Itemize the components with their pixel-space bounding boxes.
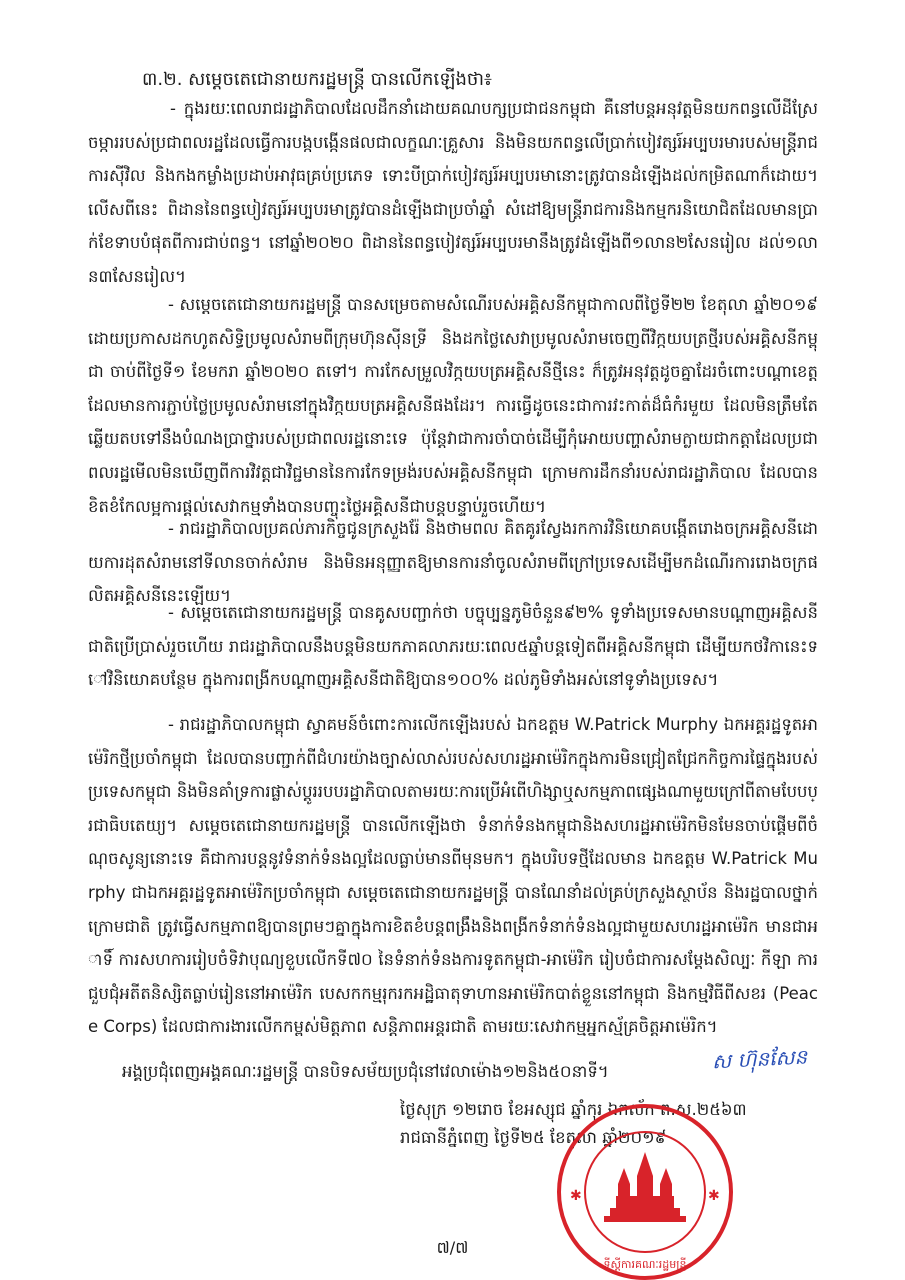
date-lunar: ថ្ងៃសុក្រ ១២រោច ខែអស្សុជ ឆ្នាំកុរ ឯកស័ក ព.ស.២៥៦៣ — [400, 1100, 747, 1119]
paragraph-us-relations: - រាជរដ្ឋាភិបាលកម្ពុជា ស្វាគមន៍ចំពោះការលើកឡើងរបស់ ឯកឧត្តម W.Patrick Murphy ឯកអគ្គរដ្ឋទូតអាម៉េរិកថ្មីប្រចាំកម្ពុជា ដែលបានបញ្ជាក់ពីជំហរយ៉ាងច្បាស់លាស់របស់សហរដ្ឋអាម៉េរិកក្នុងការមិនជ្រៀតជ្រែកកិច្ចការផ្ទៃក្នុងរបស់ប្រទេសកម្ពុជា និងមិនគាំទ្រការផ្លាស់ប្ដូររបបរដ្ឋាភិបាលតាមរយៈការប្រើអំពើហិង្សាឬសកម្មភាពផ្សេងណាមួយក្រៅពីតាមបែបប្រជាធិបតេយ្យ។ សម្ដេចតេជោនាយករដ្ឋមន្ត្រី បានលើកឡើងថា ទំនាក់ទំនងកម្ពុជានិងសហរដ្ឋអាម៉េរិកមិនមែនចាប់ផ្ដើមពីចំណុចសូន្យនោះទេ គឺជាការបន្តនូវទំនាក់ទំនងល្អដែលធ្លាប់មានពីមុនមក។ ក្នុងបរិបទថ្មីដែលមាន ឯកឧត្តម W.Patrick Murphy ជាឯកអគ្គរដ្ឋទូតអាម៉េរិកប្រចាំកម្ពុជា សម្ដេចតេជោនាយករដ្ឋមន្ត្រី បានណែនាំដល់គ្រប់ក្រសួងស្ថាប័ន និងរដ្ឋបាលថ្នាក់ក្រោមជាតិ ត្រូវធ្វើសកម្មភាពឱ្យបានព្រមៗគ្នាក្នុងការខិតខំបន្តពង្រឹងនិងពង្រីកទំនាក់ទំនងល្អជាមួយសហរដ្ឋអាម៉េរិក មានជាអាទិ៍ ការសហការរៀបចំទិវាបុណ្យខួបលើកទី៧០ នៃទំនាក់ទំនងការទូតកម្ពុជា-អាម៉េរិក រៀបចំជាការសម្ដែងសិល្បៈ កីឡា ការជួបជុំអតីតនិស្សិតធ្លាប់រៀននៅអាម៉េរិក បេសកកម្មរុករកអដ្ឋិធាតុទាហានអាម៉េរិកបាត់ខ្លួននៅកម្ពុជា និងកម្មវិធីពីសខរ (Peace Corps) ដែលជាការងារលើកកម្ពស់មិត្តភាព សន្តិភាពអន្តរជាតិ តាមរយៈសេវាកម្មអ្នកស្ម័គ្រចិត្តអាម៉េរិក។ — [88, 715, 818, 1037]
handwritten-signature: ស ហ៊ុនសែន — [711, 1044, 808, 1074]
angkor-wat-emblem — [604, 1152, 686, 1222]
paragraph-tax-policy: - ក្នុងរយៈពេលរាជរដ្ឋាភិបាលដែលដឹកនាំដោយគណបក្សប្រជាជនកម្ពុជា គឺនៅបន្តអនុវត្តមិនយកពន្ធលើដីស្រែចម្ការរបស់ប្រជាពលរដ្ឋដែលធ្វើការបង្កបង្កើនផលជាលក្ខណៈគ្រួសារ និងមិនយកពន្ធលើប្រាក់បៀវត្សរ៍អប្បបរមារបស់មន្ត្រីរាជការស៊ីវិល និងកងកម្លាំងប្រដាប់អាវុធគ្រប់ប្រភេទ ទោះបីប្រាក់បៀវត្សរ៍អប្បបរមានោះត្រូវបានដំឡើងដល់កម្រិតណាក៏ដោយ។ លើសពីនេះ ពិដាននៃពន្ធបៀវត្សរ៍អប្បបរមាត្រូវបានដំឡើងជាប្រចាំឆ្នាំ សំដៅឱ្យមន្ត្រីរាជការនិងកម្មករនិយោជិតដែលមានប្រាក់ខែទាបបំផុតពីការជាប់ពន្ធ។ នៅឆ្នាំ២០២០ ពិដាននៃពន្ធបៀវត្សរ៍អប្បបរមានឹងត្រូវដំឡើងពី១លាន២សែនរៀល ដល់១លាន៣សែនរៀល។ — [88, 99, 818, 286]
paragraph-electricity-network: - សម្ដេចតេជោនាយករដ្ឋមន្ត្រី បានគូសបញ្ជាក់ថា បច្ចុប្បន្នភូមិចំនួន៩២% ទូទាំងប្រទេសមានបណ្ដាញអគ្គិសនីជាតិប្រើប្រាស់រួចហើយ រាជរដ្ឋាភិបាលនឹងបន្តមិនយកភាគលាភរយៈពេល៥ឆ្នាំបន្តទៀតពីអគ្គិសនីកម្ពុជា ដើម្បីយកថវិកានេះទៅវិនិយោគបន្ថែម ក្នុងការពង្រីកបណ្ដាញអគ្គិសនីជាតិឱ្យបាន១០០% ដល់ភូមិទាំងអស់នៅទូទាំងប្រទេស។ — [88, 603, 818, 690]
section-heading: ៣.២. សម្ដេចតេជោនាយករដ្ឋមន្ត្រី បានលើកឡើងថា៖ — [142, 69, 492, 90]
svg-text:✱: ✱ — [570, 1188, 582, 1204]
paragraph-ministry-energy: - រាជរដ្ឋាភិបាលប្រគល់ភារកិច្ចជូនក្រសួងរ៉ែ និងថាមពល គិតគូរស្វែងរកការវិនិយោគបង្កើតរោងចក្រអគ្គិសនីដោយការដុតសំរាមនៅទីលានចាក់សំរាម និងមិនអនុញ្ញាតឱ្យមានការនាំចូលសំរាមពីក្រៅប្រទេសដើម្បីមកដំណើរការរោងចក្រផលិតអគ្គិសនីនេះឡើយ។ — [88, 519, 818, 606]
date-solar: រាជធានីភ្នំពេញ ថ្ងៃទី២៥ ខែតុលា ឆ្នាំ២០១៩ — [400, 1128, 667, 1147]
seal-ring-text: ទីស្ដីការគណៈរដ្ឋមន្ត្រី — [603, 1258, 687, 1271]
svg-text:✱: ✱ — [708, 1188, 720, 1204]
paragraph-garbage-collection: - សម្ដេចតេជោនាយករដ្ឋមន្ត្រី បានសម្រេចតាមសំណើរបស់អគ្គិសនីកម្ពុជាកាលពីថ្ងៃទី២២ ខែតុលា ឆ្នាំ២០១៩ ដោយប្រកាសដកហូតសិទ្ធិប្រមូលសំរាមពីក្រុមហ៊ុនស៊ីនទ្រី និងដកថ្លៃសេវាប្រមូលសំរាមចេញពីវិក្កយបត្រថ្មីរបស់អគ្គិសនីកម្ពុជា ចាប់ពីថ្ងៃទី១ ខែមករា ឆ្នាំ២០២០ តទៅ។ ការកែសម្រួលវិក្កយបត្រអគ្គិសនីថ្មីនេះ ក៏ត្រូវអនុវត្តដូចគ្នាដែរចំពោះបណ្ដាខេត្តដែលមានការភ្ជាប់ថ្លៃប្រមូលសំរាមនៅក្នុងវិក្កយបត្រអគ្គិសនីផងដែរ។ ការធ្វើដូចនេះជាការវះកាត់ដ៏ធំកំរមួយ ដែលមិនត្រឹមតែឆ្លើយតបទៅនឹងបំណងប្រាថ្នារបស់ប្រជាពលរដ្ឋនោះទេ ប៉ុន្តែវាជាការចាំបាច់ដើម្បីកុំអោយបញ្ហាសំរាមក្លាយជាកត្តាដែលប្រជាពលរដ្ឋមើលមិនឃើញពីការវិវត្តជាវិជ្ជមាននៃការកែទម្រង់របស់អគ្គិសនីកម្ពុជា ក្រោមការដឹកនាំរបស់រាជរដ្ឋាភិបាល ដែលបានខិតខំកែលម្អការផ្ដល់សេវាកម្មទាំងបានបញ្ចុះថ្លៃអគ្គិសនីជាបន្តបន្ទាប់រួចហើយ។ — [88, 295, 818, 516]
closing-statement: អង្គប្រជុំពេញអង្គគណៈរដ្ឋមន្ត្រី បានបិទសម័យប្រជុំនៅវេលាម៉ោង១២និង៥០នាទី។ — [122, 1062, 609, 1081]
page-number: ៧/៧ — [436, 1238, 469, 1257]
